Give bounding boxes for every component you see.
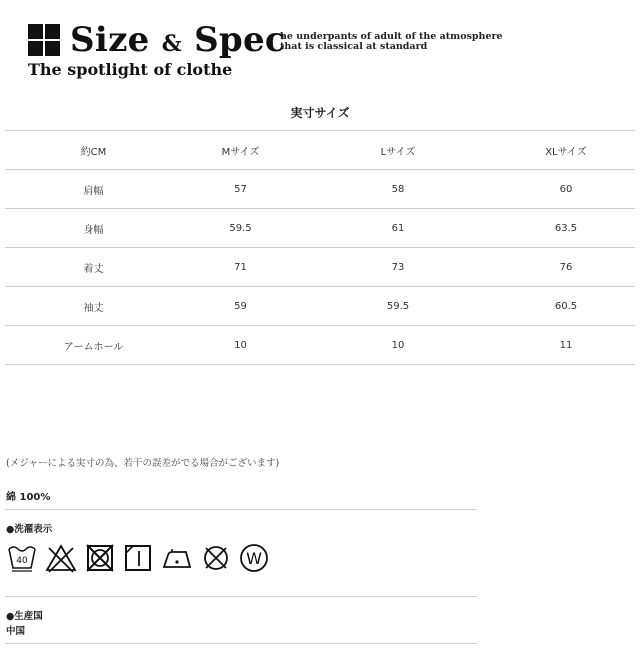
wet-clean-icon <box>238 542 270 574</box>
table-row <box>5 209 635 248</box>
brand-tagline-line-2: that is classical at standard <box>280 41 428 52</box>
table-row <box>5 287 635 326</box>
table-row <box>5 326 635 365</box>
wash-temp-label: 40 <box>16 556 28 566</box>
wash-40-icon <box>6 542 38 574</box>
size-table <box>5 130 635 365</box>
table-cell: 10 <box>299 326 497 365</box>
divider <box>5 596 477 597</box>
table-cell: 63.5 <box>497 209 635 248</box>
no-tumble-dry-icon <box>84 542 116 574</box>
origin-country: 中国 <box>6 626 26 637</box>
iron-low-icon <box>160 542 194 574</box>
brand-title-size: Size <box>70 20 150 60</box>
brand-tagline <box>280 32 503 52</box>
table-cell: 57 <box>182 170 299 209</box>
table-cell: 10 <box>182 326 299 365</box>
brand-title-spec: Spec <box>194 20 286 60</box>
brand-title-amp: & <box>161 31 182 57</box>
no-dry-clean-icon <box>200 542 232 574</box>
table-header-row <box>5 131 635 170</box>
table-header-cell: 約CM <box>5 131 182 170</box>
measurement-note: (メジャーによる実寸の為、若干の誤差がでる場合がございます) <box>6 458 280 469</box>
logo-mark-icon <box>28 24 60 56</box>
table-cell: アームホール <box>5 326 182 365</box>
brand-title <box>70 20 286 60</box>
table-cell: 76 <box>497 248 635 287</box>
divider <box>5 643 477 644</box>
table-header-cell: Mサイズ <box>182 131 299 170</box>
no-bleach-icon <box>44 542 78 574</box>
material-composition: 綿 100% <box>6 492 51 503</box>
table-cell: 58 <box>299 170 497 209</box>
table-cell: 身幅 <box>5 209 182 248</box>
brand-subtitle: The spotlight of clothe <box>28 60 233 79</box>
table-cell: 59.5 <box>182 209 299 248</box>
table-cell: 59 <box>182 287 299 326</box>
wet-clean-letter: W <box>246 549 262 568</box>
table-cell: 73 <box>299 248 497 287</box>
table-cell: 着丈 <box>5 248 182 287</box>
line-dry-icon <box>122 542 154 574</box>
table-header-cell: Lサイズ <box>299 131 497 170</box>
table-cell: 60 <box>497 170 635 209</box>
section-title: 実寸サイズ <box>290 106 350 120</box>
table-cell: 肩幅 <box>5 170 182 209</box>
table-cell: 60.5 <box>497 287 635 326</box>
care-icons-row <box>6 540 270 576</box>
origin-title: ●生産国 <box>6 611 43 622</box>
table-cell: 61 <box>299 209 497 248</box>
table-row <box>5 170 635 209</box>
table-cell: 11 <box>497 326 635 365</box>
table-cell: 71 <box>182 248 299 287</box>
care-label-title: ●洗濯表示 <box>6 524 53 535</box>
table-row <box>5 248 635 287</box>
page-header <box>0 0 640 90</box>
table-cell: 袖丈 <box>5 287 182 326</box>
divider <box>5 509 477 510</box>
table-header-cell: XLサイズ <box>497 131 635 170</box>
table-cell: 59.5 <box>299 287 497 326</box>
brand-tagline-line-1: he underpants of adult of the atmosphere <box>280 31 503 42</box>
